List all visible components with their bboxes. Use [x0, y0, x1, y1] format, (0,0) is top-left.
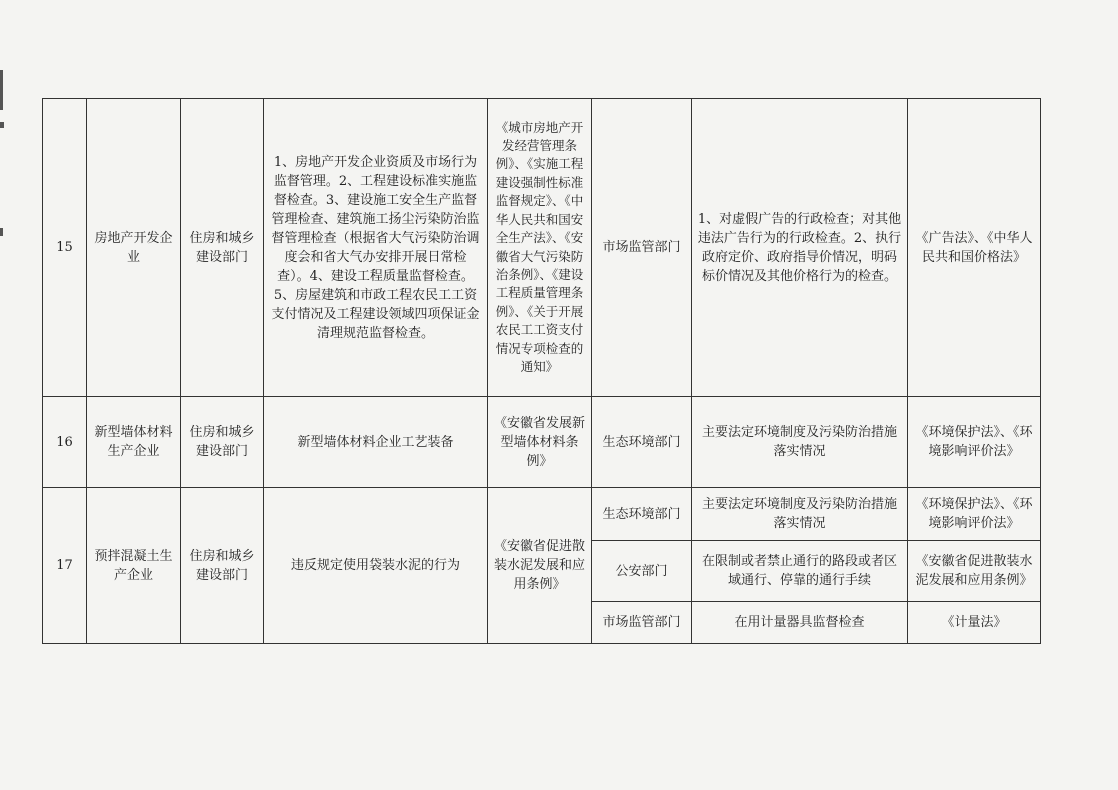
inspection-items: 1、房地产开发企业资质及市场行为监督管理。2、工程建设标准实施监督检查。3、建设施工安全生产监督管理检查、建筑施工扬尘污染防治监督管理检查（根据省大气污染防治调度会和省大气办安排开展日常检查）。4、建设工程质量监督检查。5、房屋建筑和市政工程农民工工资支付情况及工程建设领域四项保证金清理规范监督检查。: [264, 99, 488, 397]
lead-department: 住房和城乡建设部门: [181, 488, 264, 644]
legal-basis: 《城市房地产开发经营管理条例》、《实施工程建设强制性标准监督规定》、《中华人民共和国安全生产法》、《安徽省大气污染防治条例》、《建设工程质量管理条例》、《关于开展农民工工资支付情况专项检查的通知》: [488, 99, 592, 397]
joint-legal-basis: 《安徽省促进散装水泥发展和应用条例》: [908, 541, 1041, 602]
joint-department: 生态环境部门: [592, 397, 692, 488]
table-row: [43, 488, 1041, 541]
scan-edge-mark: [0, 70, 3, 110]
legal-basis: 《安徽省发展新型墙体材料条例》: [488, 397, 592, 488]
joint-department: 生态环境部门: [592, 488, 692, 541]
lead-department: 住房和城乡建设部门: [181, 397, 264, 488]
enterprise-type: 预拌混凝土生产企业: [87, 488, 181, 644]
joint-department: 市场监管部门: [592, 99, 692, 397]
joint-inspection-items: 1、对虚假广告的行政检查；对其他违法广告行为的行政检查。2、执行政府定价、政府指导价情况，明码标价情况及其他价格行为的检查。: [692, 99, 908, 397]
enterprise-type: 新型墙体材料生产企业: [87, 397, 181, 488]
lead-department: 住房和城乡建设部门: [181, 99, 264, 397]
joint-inspection-items: 在用计量器具监督检查: [692, 602, 908, 644]
scan-edge-mark: [0, 228, 3, 236]
joint-legal-basis: 《计量法》: [908, 602, 1041, 644]
row-number: 17: [43, 488, 87, 644]
enterprise-type: 房地产开发企业: [87, 99, 181, 397]
row-number: 15: [43, 99, 87, 397]
joint-inspection-items: 主要法定环境制度及污染防治措施落实情况: [692, 488, 908, 541]
inspection-items: 违反规定使用袋装水泥的行为: [264, 488, 488, 644]
inspection-table: [42, 98, 1041, 644]
inspection-items: 新型墙体材料企业工艺装备: [264, 397, 488, 488]
joint-department: 公安部门: [592, 541, 692, 602]
legal-basis: 《安徽省促进散装水泥发展和应用条例》: [488, 488, 592, 644]
scan-edge-mark: [0, 122, 4, 128]
joint-legal-basis: 《环境保护法》、《环境影响评价法》: [908, 488, 1041, 541]
joint-inspection-items: 主要法定环境制度及污染防治措施落实情况: [692, 397, 908, 488]
joint-legal-basis: 《广告法》、《中华人民共和国价格法》: [908, 99, 1041, 397]
joint-department: 市场监管部门: [592, 602, 692, 644]
joint-inspection-items: 在限制或者禁止通行的路段或者区域通行、停靠的通行手续: [692, 541, 908, 602]
row-number: 16: [43, 397, 87, 488]
table-row: [43, 99, 1041, 397]
table-row: [43, 397, 1041, 488]
joint-legal-basis: 《环境保护法》、《环境影响评价法》: [908, 397, 1041, 488]
